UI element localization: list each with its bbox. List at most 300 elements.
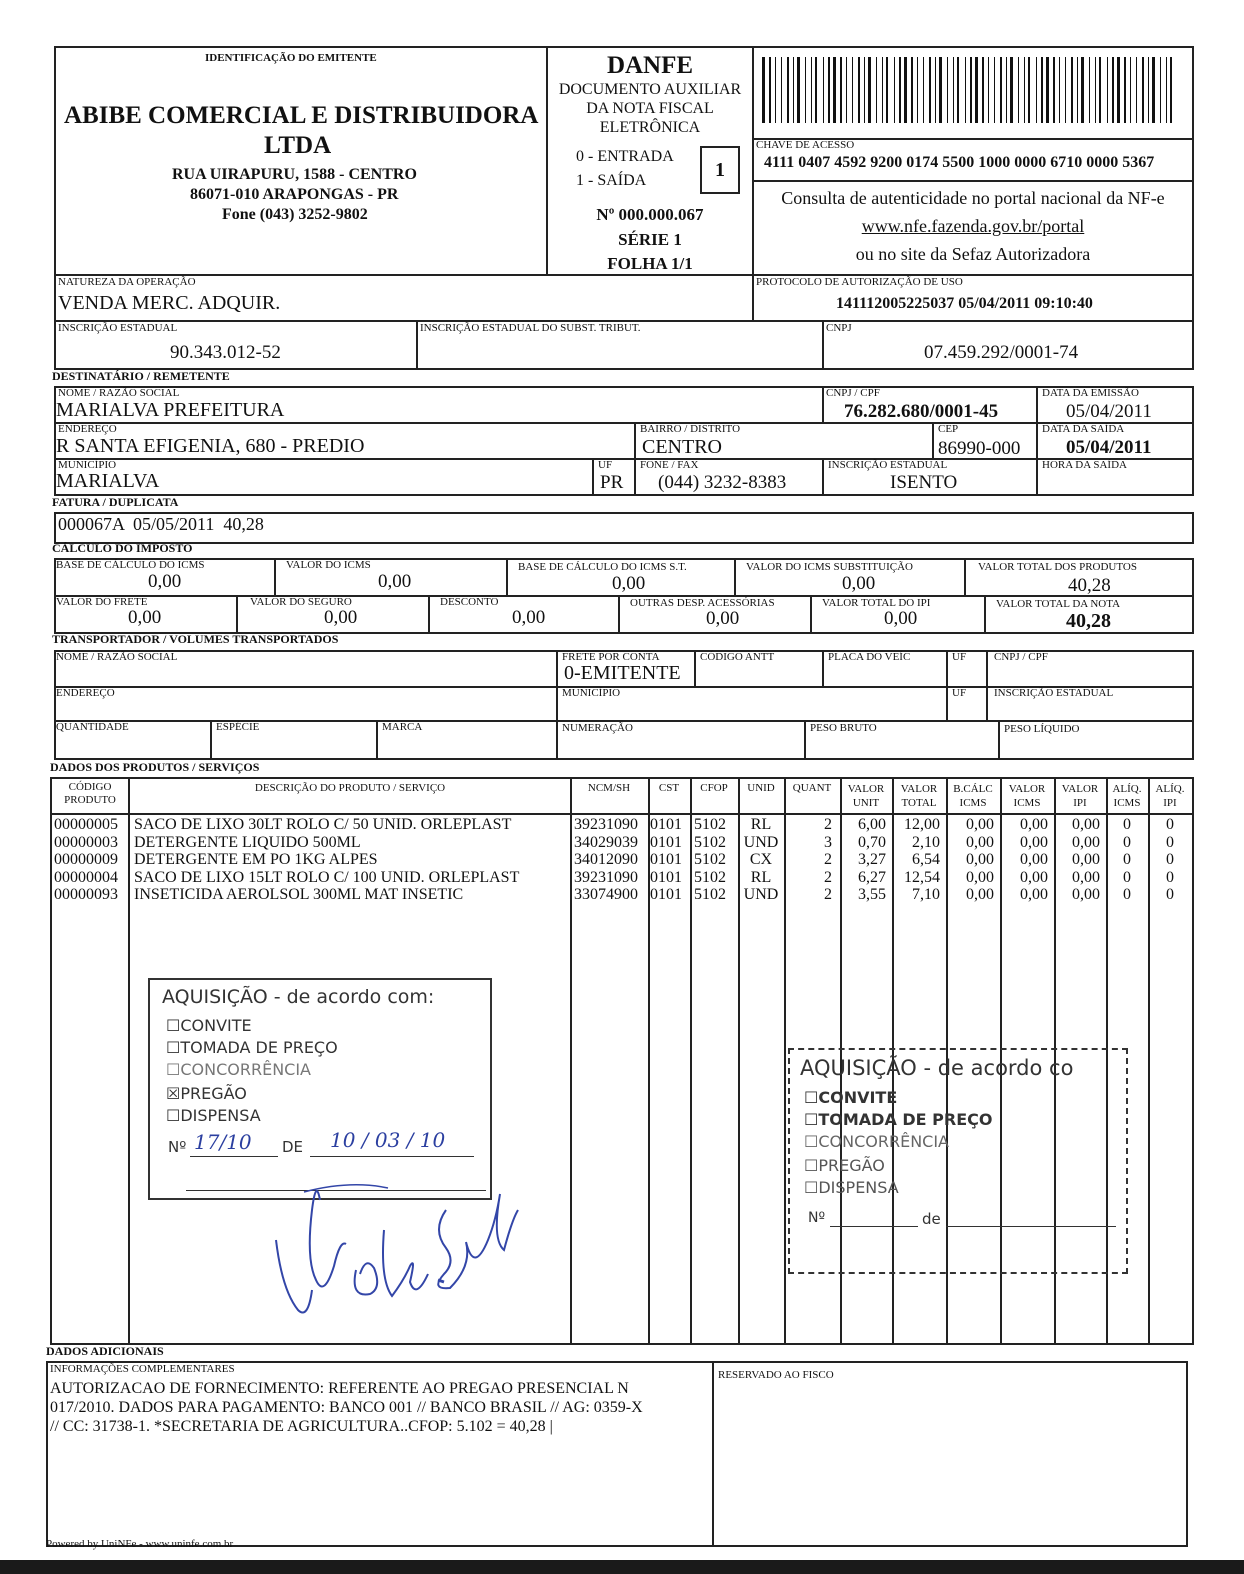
dest-bairro-label: BAIRRO / DISTRITO — [640, 423, 741, 435]
barcode-bar — [1166, 57, 1167, 123]
barcode-bar — [868, 57, 871, 123]
stamp1-num-prefix: Nº — [168, 1138, 187, 1156]
product-vicms: 0,00 — [1020, 816, 1048, 833]
hdr-aipi: ALÍQ. IPI — [1155, 783, 1185, 809]
tr-v-8 — [804, 720, 806, 760]
product-ncm: 34029039 — [574, 833, 638, 851]
barcode-bar — [797, 57, 800, 123]
product-vunit: 0,70 — [858, 833, 886, 851]
barcode-bar — [1041, 57, 1043, 123]
stamp1-opt2: ☐TOMADA DE PREÇO — [166, 1038, 338, 1057]
protocolo-value: 141112005225037 05/04/2011 09:10:40 — [836, 295, 1093, 312]
tr-uf2-label: UF — [952, 687, 967, 699]
inscricao-divider-2 — [822, 320, 824, 370]
barcode-bar — [876, 57, 877, 123]
stamp1-num-line — [190, 1156, 278, 1157]
hdr-bcalc: B.CÁLC ICMS — [953, 783, 993, 809]
imp1-v1 — [274, 558, 276, 596]
imp2-v2 — [428, 595, 430, 634]
hdr-vtotal: VALOR TOTAL — [900, 783, 938, 809]
hdr-aicms: ALÍQ. ICMS — [1112, 783, 1142, 809]
barcode-bar — [1142, 57, 1144, 123]
imposto-section-label: CÁLCULO DO IMPOSTO — [52, 541, 193, 555]
product-vtotal: 12,54 — [904, 868, 940, 886]
barcode-bar — [1053, 57, 1055, 123]
barcode-bar — [953, 57, 954, 123]
barcode-bar — [894, 57, 895, 123]
tr-quantidade-label: QUANTIDADE — [56, 721, 129, 733]
dest-cnpj-label: CNPJ / CPF — [826, 387, 880, 399]
barcode-bar — [1117, 57, 1120, 123]
tr-marca-label: MARCA — [382, 721, 423, 733]
product-quant: 2 — [824, 868, 832, 886]
emitente-name-line2: LTDA — [264, 132, 332, 159]
product-cfop: 5102 — [694, 851, 726, 868]
imp2-v3 — [618, 595, 620, 634]
imp2-v1 — [236, 595, 238, 634]
imp-base-icms-label: BASE DE CÁLCULO DO ICMS — [56, 559, 205, 571]
product-quant: 3 — [824, 833, 832, 851]
barcode-bar — [833, 57, 836, 123]
info-label: INFORMAÇÕES COMPLEMENTARES — [50, 1363, 235, 1375]
imp-total-prod-label: VALOR TOTAL DOS PRODUTOS — [978, 561, 1137, 573]
adicionais-section-label: DADOS ADICIONAIS — [46, 1344, 164, 1358]
barcode-bar — [1065, 57, 1066, 123]
barcode-bar — [1089, 57, 1090, 123]
product-bcalc: 0,00 — [966, 851, 994, 868]
barcode-bar — [1124, 57, 1126, 123]
emitente-box — [54, 46, 548, 276]
imp-outras-label: OUTRAS DESP. ACESSÓRIAS — [630, 597, 775, 609]
danfe-numero: Nº 000.000.067 — [596, 205, 704, 224]
dest-uf-label: UF — [598, 459, 613, 471]
barcode-bar — [1046, 57, 1049, 123]
danfe-folha: FOLHA 1/1 — [607, 254, 693, 273]
danfe-sub1: DOCUMENTO AUXILIAR — [558, 81, 742, 98]
dest-endereco-label: ENDEREÇO — [58, 423, 117, 435]
dest-cep: 86990-000 — [938, 438, 1021, 459]
product-vunit: 6,00 — [858, 816, 886, 833]
barcode-bar — [1170, 57, 1172, 123]
ie-st-label: INSCRIÇÃO ESTADUAL DO SUBST. TRIBUT. — [420, 322, 641, 334]
tr-peso-liquido-label: PESO LÍQUIDO — [1004, 723, 1080, 735]
torn-edge — [0, 1560, 1244, 1574]
barcode-bar — [899, 57, 901, 123]
hdr-descricao: DESCRIÇÃO DO PRODUTO / SERVIÇO — [254, 782, 446, 794]
barcode-bar — [994, 57, 995, 123]
barcode-bar — [1130, 57, 1131, 123]
product-descricao: DETERGENTE EM PO 1KG ALPES — [134, 851, 378, 868]
imp-frete: 0,00 — [128, 607, 162, 628]
product-codigo: 00000009 — [54, 851, 118, 868]
product-cfop: 5102 — [694, 833, 726, 851]
stamp1-date-value: 10 / 03 / 10 — [330, 1128, 446, 1152]
natureza-label: NATUREZA DA OPERAÇÃO — [58, 276, 196, 288]
tr-municipio-label: MUNICÍPIO — [562, 687, 621, 699]
tr-especie-label: ESPÉCIE — [216, 721, 260, 733]
dest-nome-label: NOME / RAZÃO SOCIAL — [58, 387, 180, 399]
product-vtotal: 6,54 — [912, 851, 940, 868]
product-vunit: 3,27 — [858, 851, 886, 868]
imp-icms-subst: 0,00 — [842, 573, 876, 594]
barcode-bar — [805, 57, 806, 123]
product-aipi: 0 — [1166, 886, 1174, 903]
dest-ie-label: INSCRIÇÃO ESTADUAL — [828, 459, 948, 471]
destinatario-section-label: DESTINATÁRIO / REMETENTE — [52, 369, 230, 383]
stamp1-opt1: ☐CONVITE — [166, 1016, 252, 1035]
dest-v-1 — [822, 386, 824, 424]
barcode-bar — [815, 57, 817, 123]
danfe-sub3: ELETRÔNICA — [599, 119, 701, 136]
stamp1-opt3: ☐CONCORRÊNCIA — [166, 1060, 311, 1079]
tr-peso-bruto-label: PESO BRUTO — [810, 722, 877, 734]
product-unid: RL — [750, 868, 772, 886]
produtos-column-line — [128, 777, 130, 1345]
danfe-tipo-box: 1 — [700, 146, 740, 194]
dest-v-5 — [592, 458, 594, 496]
hdr-ncm: NCM/SH — [587, 782, 631, 794]
barcode-bar — [787, 57, 789, 123]
danfe-saida: 1 - SAÍDA — [576, 172, 647, 189]
tr-numeracao-label: NUMERAÇÃO — [562, 722, 633, 734]
dest-cep-label: CEP — [938, 423, 959, 435]
stamp2-title: AQUISIÇÃO - de acordo co — [800, 1056, 1074, 1080]
product-codigo: 00000003 — [54, 833, 118, 851]
product-unid: RL — [750, 816, 772, 833]
produtos-column-line — [690, 777, 692, 1345]
barcode-bar — [1000, 57, 1002, 123]
barcode-bar — [1010, 57, 1013, 123]
imp-icms-subst-label: VALOR DO ICMS SUBSTITUIÇÃO — [746, 561, 913, 573]
barcode-bar — [935, 57, 936, 123]
stamp2-de-label: de — [922, 1210, 941, 1228]
product-cst: 0101 — [650, 833, 682, 851]
product-vipi: 0,00 — [1072, 816, 1100, 833]
emitente-phone: Fone (043) 3252-9802 — [222, 206, 368, 223]
product-unid: UND — [743, 833, 779, 851]
dest-emissao-label: DATA DA EMISSÃO — [1042, 387, 1139, 399]
imp-ipi-label: VALOR TOTAL DO IPI — [822, 597, 931, 609]
dest-hora-label: HORA DA SAÍDA — [1042, 459, 1127, 471]
stamp2-opt2: ☐TOMADA DE PREÇO — [804, 1110, 993, 1129]
product-aipi: 0 — [1166, 851, 1174, 868]
tr-frete-label: FRETE POR CONTA — [562, 651, 660, 663]
product-vicms: 0,00 — [1020, 868, 1048, 886]
natureza-value: VENDA MERC. ADQUIR. — [58, 292, 281, 314]
barcode-bar — [1006, 57, 1007, 123]
barcode-bar — [823, 57, 824, 123]
barcode-bar — [1081, 57, 1084, 123]
barcode-bar — [775, 57, 776, 123]
imp-total-nota-label: VALOR TOTAL DA NOTA — [996, 598, 1121, 610]
danfe-sub2: DA NOTA FISCAL — [586, 100, 714, 117]
ie-label: INSCRIÇÃO ESTADUAL — [58, 322, 178, 334]
dest-row-line-2 — [54, 458, 1194, 460]
barcode-bar — [982, 57, 984, 123]
imp-base-icms: 0,00 — [148, 571, 182, 592]
barcode-bar — [975, 57, 978, 123]
imp2-v5 — [984, 595, 986, 634]
imp-total-prod: 40,28 — [1068, 575, 1111, 596]
product-vicms: 0,00 — [1020, 886, 1048, 903]
hdr-quant: QUANT — [792, 782, 832, 794]
imp1-v4 — [964, 558, 966, 596]
imp1-v3 — [734, 558, 736, 596]
dest-ie: ISENTO — [890, 472, 958, 493]
stamp2-opt1: ☐CONVITE — [804, 1088, 898, 1107]
barcode — [762, 57, 1180, 123]
product-aipi: 0 — [1166, 816, 1174, 833]
barcode-bar — [846, 57, 847, 123]
consulta-line1: Consulta de autenticidade no portal nacional da NF-e — [781, 188, 1165, 208]
dest-nome: MARIALVA PREFEITURA — [56, 399, 285, 421]
product-aicms: 0 — [1123, 816, 1131, 833]
product-vunit: 3,55 — [858, 886, 886, 903]
barcode-bar — [1152, 57, 1155, 123]
product-cst: 0101 — [650, 886, 682, 903]
stamp2-opt3: ☐CONCORRÊNCIA — [804, 1132, 949, 1151]
product-vtotal: 12,00 — [904, 816, 940, 833]
barcode-bar — [852, 57, 853, 123]
emitente-address2: 86071-010 ARAPONGAS - PR — [190, 186, 399, 203]
stamp2-opt4: ☐PREGÃO — [804, 1156, 885, 1175]
barcode-bar — [965, 57, 966, 123]
barcode-bar — [781, 57, 782, 123]
handwritten-signature — [260, 1170, 530, 1330]
product-descricao: SACO DE LIXO 15LT ROLO C/ 100 UNID. ORLEPLAST — [134, 868, 520, 886]
dest-fone-label: FONE / FAX — [640, 459, 699, 471]
emitente-section-label: IDENTIFICAÇÃO DO EMITENTE — [205, 52, 377, 64]
stamp1-date-line — [310, 1156, 474, 1157]
footer-powered: Powered by UniNFe - www.uninfe.com.br — [46, 1538, 234, 1550]
produtos-section-label: DADOS DOS PRODUTOS / SERVIÇOS — [50, 760, 260, 774]
protocolo-label: PROTOCOLO DE AUTORIZAÇÃO DE USO — [756, 276, 963, 288]
danfe-entrada: 0 - ENTRADA — [576, 148, 674, 165]
dest-v-2 — [1036, 386, 1038, 496]
barcode-bar — [988, 57, 989, 123]
dest-v-6 — [822, 458, 824, 496]
product-vipi: 0,00 — [1072, 868, 1100, 886]
tr-placa-label: PLACA DO VEÍC — [828, 651, 911, 663]
product-codigo: 00000004 — [54, 868, 118, 886]
barcode-bar — [970, 57, 972, 123]
barcode-bar — [911, 57, 913, 123]
tr-endereco-label: ENDEREÇO — [56, 687, 115, 699]
imp-total-nota: 40,28 — [1066, 610, 1111, 632]
product-vipi: 0,00 — [1072, 851, 1100, 868]
dest-uf: PR — [600, 472, 624, 493]
product-cfop: 5102 — [694, 868, 726, 886]
dest-municipio-label: MUNICÍPIO — [58, 459, 117, 471]
info-line1: AUTORIZACAO DE FORNECIMENTO: REFERENTE AO PREGAO PRESENCIAL N — [50, 1380, 629, 1397]
barcode-bar — [923, 57, 924, 123]
consulta-url[interactable]: www.nfe.fazenda.gov.br/portal — [861, 216, 1085, 236]
barcode-bar — [1099, 57, 1101, 123]
stamp1-num-value: 17/10 — [194, 1130, 252, 1154]
imp-ipi: 0,00 — [884, 608, 918, 629]
product-cst: 0101 — [650, 851, 682, 868]
barcode-bar — [882, 57, 883, 123]
ie-value: 90.343.012-52 — [170, 342, 281, 363]
dest-fone: (044) 3232-8383 — [658, 472, 787, 493]
barcode-bar — [1018, 57, 1019, 123]
product-vicms: 0,00 — [1020, 851, 1048, 868]
barcode-bar — [858, 57, 860, 123]
barcode-bar — [840, 57, 842, 123]
dest-v-3 — [634, 422, 636, 496]
product-aipi: 0 — [1166, 833, 1174, 851]
barcode-bar — [1136, 57, 1137, 123]
tr-v-1 — [556, 650, 558, 760]
barcode-bar — [864, 57, 865, 123]
dest-endereco: R SANTA EFIGENIA, 680 - PREDIO — [56, 435, 365, 457]
transportador-section-label: TRANSPORTADOR / VOLUMES TRANSPORTADOS — [52, 632, 339, 646]
tr-uf-label: UF — [952, 651, 967, 663]
tr-v-4 — [946, 650, 948, 722]
product-cfop: 5102 — [694, 816, 726, 833]
dest-v-4 — [932, 422, 934, 460]
barcode-bar — [1148, 57, 1149, 123]
hdr-cst: CST — [658, 782, 680, 794]
barcode-bar — [929, 57, 931, 123]
tr-cnpj-label: CNPJ / CPF — [994, 651, 1048, 663]
barcode-bar — [762, 57, 765, 123]
product-vtotal: 7,10 — [912, 886, 940, 903]
product-aicms: 0 — [1123, 886, 1131, 903]
hdr-vicms: VALOR ICMS — [1008, 783, 1046, 809]
imp-base-st: 0,00 — [612, 573, 646, 594]
dest-cnpj: 76.282.680/0001-45 — [844, 401, 999, 422]
stamp2-num-prefix: Nº — [808, 1210, 826, 1226]
product-bcalc: 0,00 — [966, 816, 994, 833]
product-descricao: DETERGENTE LIQUIDO 500ML — [134, 833, 361, 851]
stamp1-title: AQUISIÇÃO - de acordo com: — [162, 986, 435, 1008]
imp-desconto: 0,00 — [512, 607, 546, 628]
barcode-bar — [904, 57, 907, 123]
danfe-title: DANFE — [606, 52, 694, 79]
imp-desconto-label: DESCONTO — [440, 596, 499, 608]
chave-label: CHAVE DE ACESSO — [756, 139, 855, 151]
product-unid: UND — [743, 886, 779, 903]
barcode-bar — [1028, 57, 1030, 123]
hdr-vunit: VALOR UNIT — [847, 783, 885, 809]
barcode-bar — [828, 57, 830, 123]
stamp2-opt5: ☐DISPENSA — [804, 1178, 899, 1197]
product-ncm: 34012090 — [574, 851, 638, 868]
product-vipi: 0,00 — [1072, 886, 1100, 903]
product-cst: 0101 — [650, 816, 682, 833]
emitente-address1: RUA UIRAPURU, 1588 - CENTRO — [172, 166, 417, 183]
imp-base-st-label: BASE DE CÁLCULO DO ICMS S.T. — [518, 561, 687, 573]
tr-v-2 — [694, 650, 696, 688]
chave-value: 4111 0407 4592 9200 0174 5500 1000 0000 6710 0000 5367 — [764, 154, 1155, 171]
hdr-cfop: CFOP — [700, 782, 728, 794]
imp-valor-icms-label: VALOR DO ICMS — [286, 559, 371, 571]
info-line2: 017/2010. DADOS PARA PAGAMENTO: BANCO 001 // BANCO BRASIL // AG: 0359-X — [50, 1399, 643, 1416]
product-codigo: 00000093 — [54, 886, 118, 903]
product-aicms: 0 — [1123, 833, 1131, 851]
stamp2-num-line — [830, 1226, 918, 1227]
imp-outras: 0,00 — [706, 608, 740, 629]
product-bcalc: 0,00 — [966, 868, 994, 886]
fisco-label: RESERVADO AO FISCO — [718, 1369, 834, 1381]
barcode-bar — [793, 57, 794, 123]
barcode-bar — [917, 57, 918, 123]
barcode-bar — [811, 57, 812, 123]
barcode-bar — [1036, 57, 1037, 123]
dest-row-line-1 — [54, 422, 1194, 424]
product-ncm: 39231090 — [574, 868, 638, 886]
imp1-v2 — [506, 558, 508, 596]
tr-antt-label: CÓDIGO ANTT — [700, 651, 775, 663]
product-aipi: 0 — [1166, 868, 1174, 886]
product-descricao: SACO DE LIXO 30LT ROLO C/ 50 UNID. ORLEPLAST — [134, 816, 512, 833]
danfe-serie: SÉRIE 1 — [618, 230, 682, 249]
dest-municipio: MARIALVA — [56, 470, 160, 492]
aquisicao-stamp-1 — [148, 978, 492, 1200]
imp-seguro-label: VALOR DO SEGURO — [250, 596, 352, 608]
product-cfop: 5102 — [694, 886, 726, 903]
hdr-codigo: CÓDIGO PRODUTO — [64, 781, 116, 806]
barcode-bar — [939, 57, 942, 123]
tr-v-9 — [998, 720, 1000, 760]
fatura-value: 000067A 05/05/2011 40,28 — [58, 514, 264, 534]
imposto-row-line — [54, 595, 1194, 597]
dest-saida-label: DATA DA SAÍDA — [1042, 423, 1125, 435]
stamp1-opt4: ☒PREGÃO — [166, 1084, 247, 1103]
imp-seguro: 0,00 — [324, 607, 358, 628]
product-vtotal: 2,10 — [912, 833, 940, 851]
hdr-vipi: VALOR IPI — [1061, 783, 1099, 809]
product-quant: 2 — [824, 816, 832, 833]
info-line3: // CC: 31738-1. *SECRETARIA DE AGRICULTURA..CFOP: 5.102 = 40,28 | — [50, 1418, 553, 1435]
tr-v-3 — [822, 650, 824, 688]
adicionais-divider — [712, 1361, 714, 1547]
barcode-bar — [947, 57, 948, 123]
tr-v-6 — [210, 720, 212, 760]
barcode-bar — [1112, 57, 1114, 123]
product-vicms: 0,00 — [1020, 833, 1048, 851]
barcode-bar — [1160, 57, 1161, 123]
aquisicao-stamp-2 — [788, 1048, 1128, 1274]
product-bcalc: 0,00 — [966, 886, 994, 903]
tr-v-5 — [986, 650, 988, 722]
product-codigo: 00000005 — [54, 816, 118, 833]
dest-bairro: CENTRO — [642, 436, 722, 458]
product-descricao: INSETICIDA AEROLSOL 300ML MAT INSETIC — [134, 886, 464, 903]
stamp2-date-line — [946, 1226, 1116, 1227]
stamp1-opt5: ☐DISPENSA — [166, 1106, 261, 1125]
product-vipi: 0,00 — [1072, 833, 1100, 851]
barcode-bar — [1107, 57, 1108, 123]
barcode-bar — [1024, 57, 1025, 123]
cnpj-value: 07.459.292/0001-74 — [924, 342, 1079, 363]
produtos-header-line — [50, 813, 1194, 815]
barcode-bar — [769, 57, 771, 123]
barcode-bar — [957, 57, 959, 123]
product-vunit: 6,27 — [858, 868, 886, 886]
product-cst: 0101 — [650, 868, 682, 886]
product-quant: 2 — [824, 851, 832, 868]
dest-emissao: 05/04/2011 — [1066, 401, 1152, 422]
product-ncm: 33074900 — [574, 886, 638, 903]
consulta-line2: ou no site da Sefaz Autorizadora — [855, 244, 1091, 264]
dest-saida: 05/04/2011 — [1066, 437, 1152, 458]
fatura-section-label: FATURA / DUPLICATA — [52, 495, 179, 509]
barcode-bar — [1071, 57, 1073, 123]
product-unid: CX — [749, 851, 773, 868]
emitente-name-line1: ABIBE COMERCIAL E DISTRIBUIDORA — [64, 102, 539, 129]
